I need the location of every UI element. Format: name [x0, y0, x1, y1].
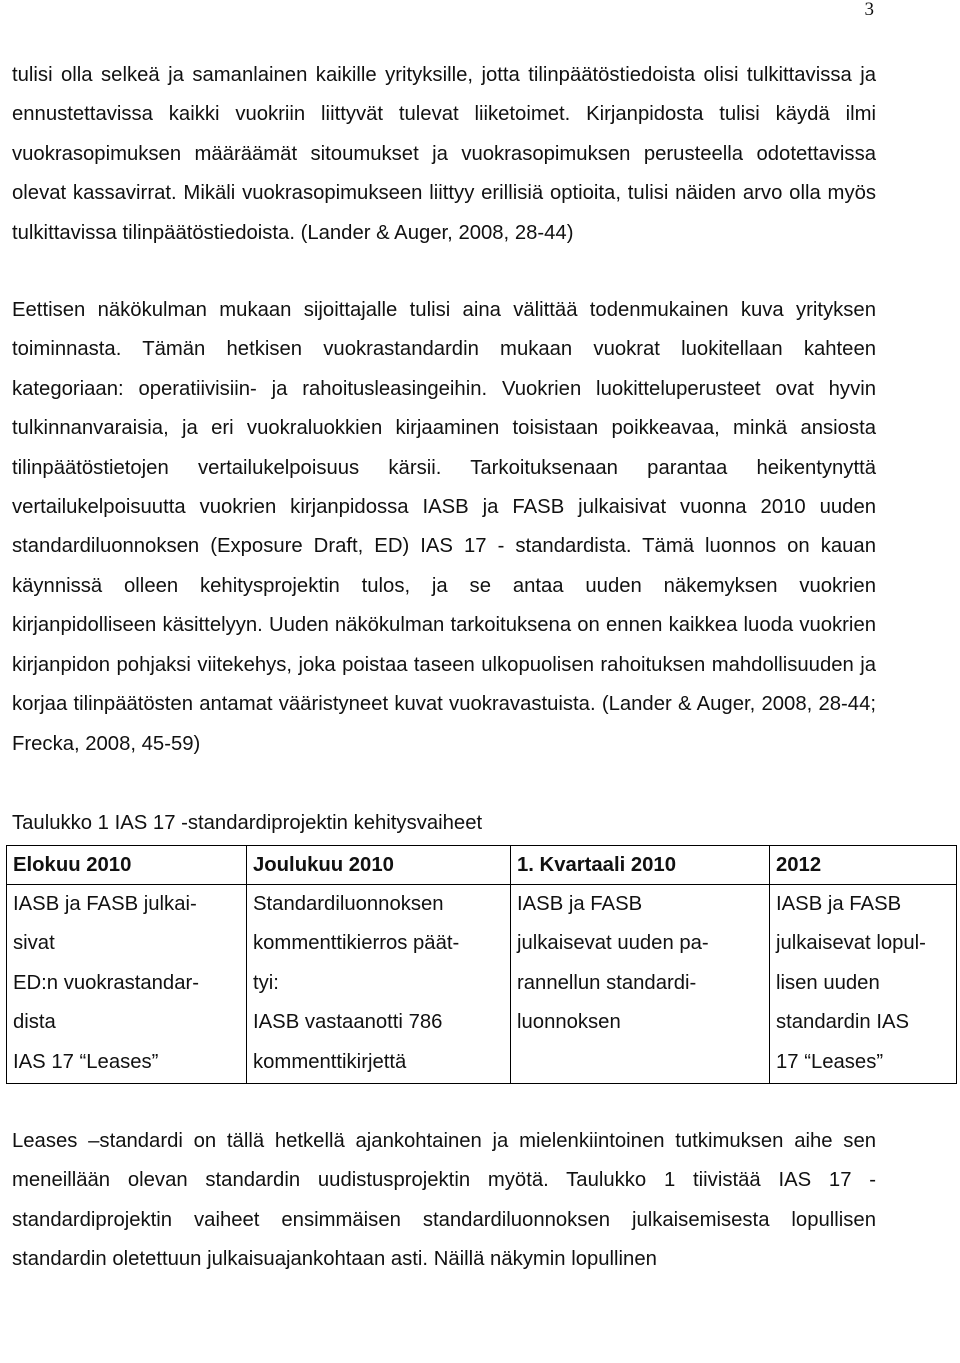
- cell-text: kommenttikirjettä: [253, 1050, 407, 1073]
- paragraph-leases-standard: Leases –standardi on tällä hetkellä ajankohtainen ja mielenkiintoinen tutkimuksen aihe sen meneillään olevan standardin uudistusprojektin myötä. Taulukko 1 tiivistää IAS 17 -standardiprojektin vaiheet ensimmäisen standardiluonnoksen julkaisemisesta lopullisen standardin oletettuun julkaisuajankohtaan asti. Näillä näkymin lopullinen: [12, 1129, 876, 1271]
- cell-text: julkaisevat uuden pa-: [517, 932, 709, 955]
- table-cell: [247, 884, 511, 1083]
- table-header-row: [7, 845, 957, 884]
- table-cell: [511, 884, 770, 1083]
- cell-text: luonnoksen: [517, 1011, 621, 1034]
- project-phases-table: [6, 845, 957, 1084]
- cell-text: standardin IAS: [776, 1011, 910, 1034]
- cell-text: lisen uuden: [776, 971, 880, 994]
- cell-text: Standardiluonnoksen: [253, 892, 444, 915]
- cell-text: IASB ja FASB julkai-: [13, 892, 197, 915]
- table-header-cell: Elokuu 2010: [7, 845, 247, 884]
- document-body: [12, 56, 926, 1280]
- cell-text: dista: [13, 1011, 56, 1034]
- cell-text: tyi:: [253, 971, 279, 994]
- cell-text: IASB ja FASB: [776, 892, 902, 915]
- table-row: [7, 884, 957, 1083]
- table-caption: Taulukko 1 IAS 17 -standardiprojektin kehitysvaiheet: [12, 811, 483, 834]
- table-cell: [770, 884, 957, 1083]
- paragraph-ethical-perspective: Eettisen näkökulman mukaan sijoittajalle tulisi aina välittää todenmukainen kuva yrityksen toiminnasta. Tämän hetkisen vuokrastandardin mukaan vuokrat luokitellaan kahteen kategoriaan: operatiivisiin- ja rahoitusleasingeihin. Vuokrien luokitteluperusteet ovat hyvin tulkinnanvaraisia, ja eri vuokraluokkien kirjaaminen toisistaan poikkeavaa, minkä ansiosta tilinpäätöstietojen vertailukelpoisuus kärsii. Tarkoituksenaan parantaa heikentynyttä vertailukelpoisuutta vuokrien kirjanpidossa IASB ja FASB julkaisivat vuonna 2010 uuden standardiluonnoksen (Exposure Draft, ED) IAS 17 - standardista. Tämä luonnos on kauan käynnissä olleen kehitysprojektin tulos, ja se antaa uuden näkemyksen vuokrien kirjanpidolliseen käsittelyyn. Uuden näkökulman tarkoituksena on ennen kaikkea luoda vuokrien kirjanpidon pohjaksi viitekehys, joka poistaa taseen ulkopuolisen rahoituksen mahdollisuuden ja korjaa tilinpäätösten antamat vääristyneet kuvat vuokravastuista. (Lander & Auger, 2008, 28-44; Frecka, 2008, 45-59): [12, 299, 876, 755]
- cell-text: sivat: [13, 932, 55, 955]
- cell-text: ED:n vuokrastandar-: [13, 971, 199, 994]
- cell-text: kommenttikierros päät-: [253, 932, 460, 955]
- cell-text: 17 “Leases”: [776, 1050, 884, 1073]
- table-cell: [7, 884, 247, 1083]
- table-header-cell: 1. Kvartaali 2010: [511, 845, 770, 884]
- table-header-cell: 2012: [770, 845, 957, 884]
- table-header-cell: Joulukuu 2010: [247, 845, 511, 884]
- cell-text: IASB ja FASB: [517, 892, 643, 915]
- cell-text: IASB vastaanotti 786: [253, 1011, 443, 1034]
- page-number: 3: [864, 0, 874, 20]
- cell-text: rannellun standardi-: [517, 971, 697, 994]
- paragraph-lease-disclosure: tulisi olla selkeä ja samanlainen kaikille yrityksille, jotta tilinpäätöstiedoista olisi tulkittavissa ja ennustettavissa kaikki vuokriin liittyvät tulevat liiketoimet. Kirjanpidosta tulisi käydä ilmi vuokrasopimuksen määräämät sitoumukset ja vuokrasopimuksen perusteella odotettavissa olevat kassavirrat. Mikäli vuokrasopimukseen liittyy erillisiä optioita, tulisi näiden arvo olla myös tulkittavissa tilinpäätöstiedoista. (Lander & Auger, 2008, 28-44): [12, 64, 876, 244]
- cell-text: IAS 17 “Leases”: [13, 1050, 159, 1073]
- cell-text: julkaisevat lopul-: [776, 932, 926, 955]
